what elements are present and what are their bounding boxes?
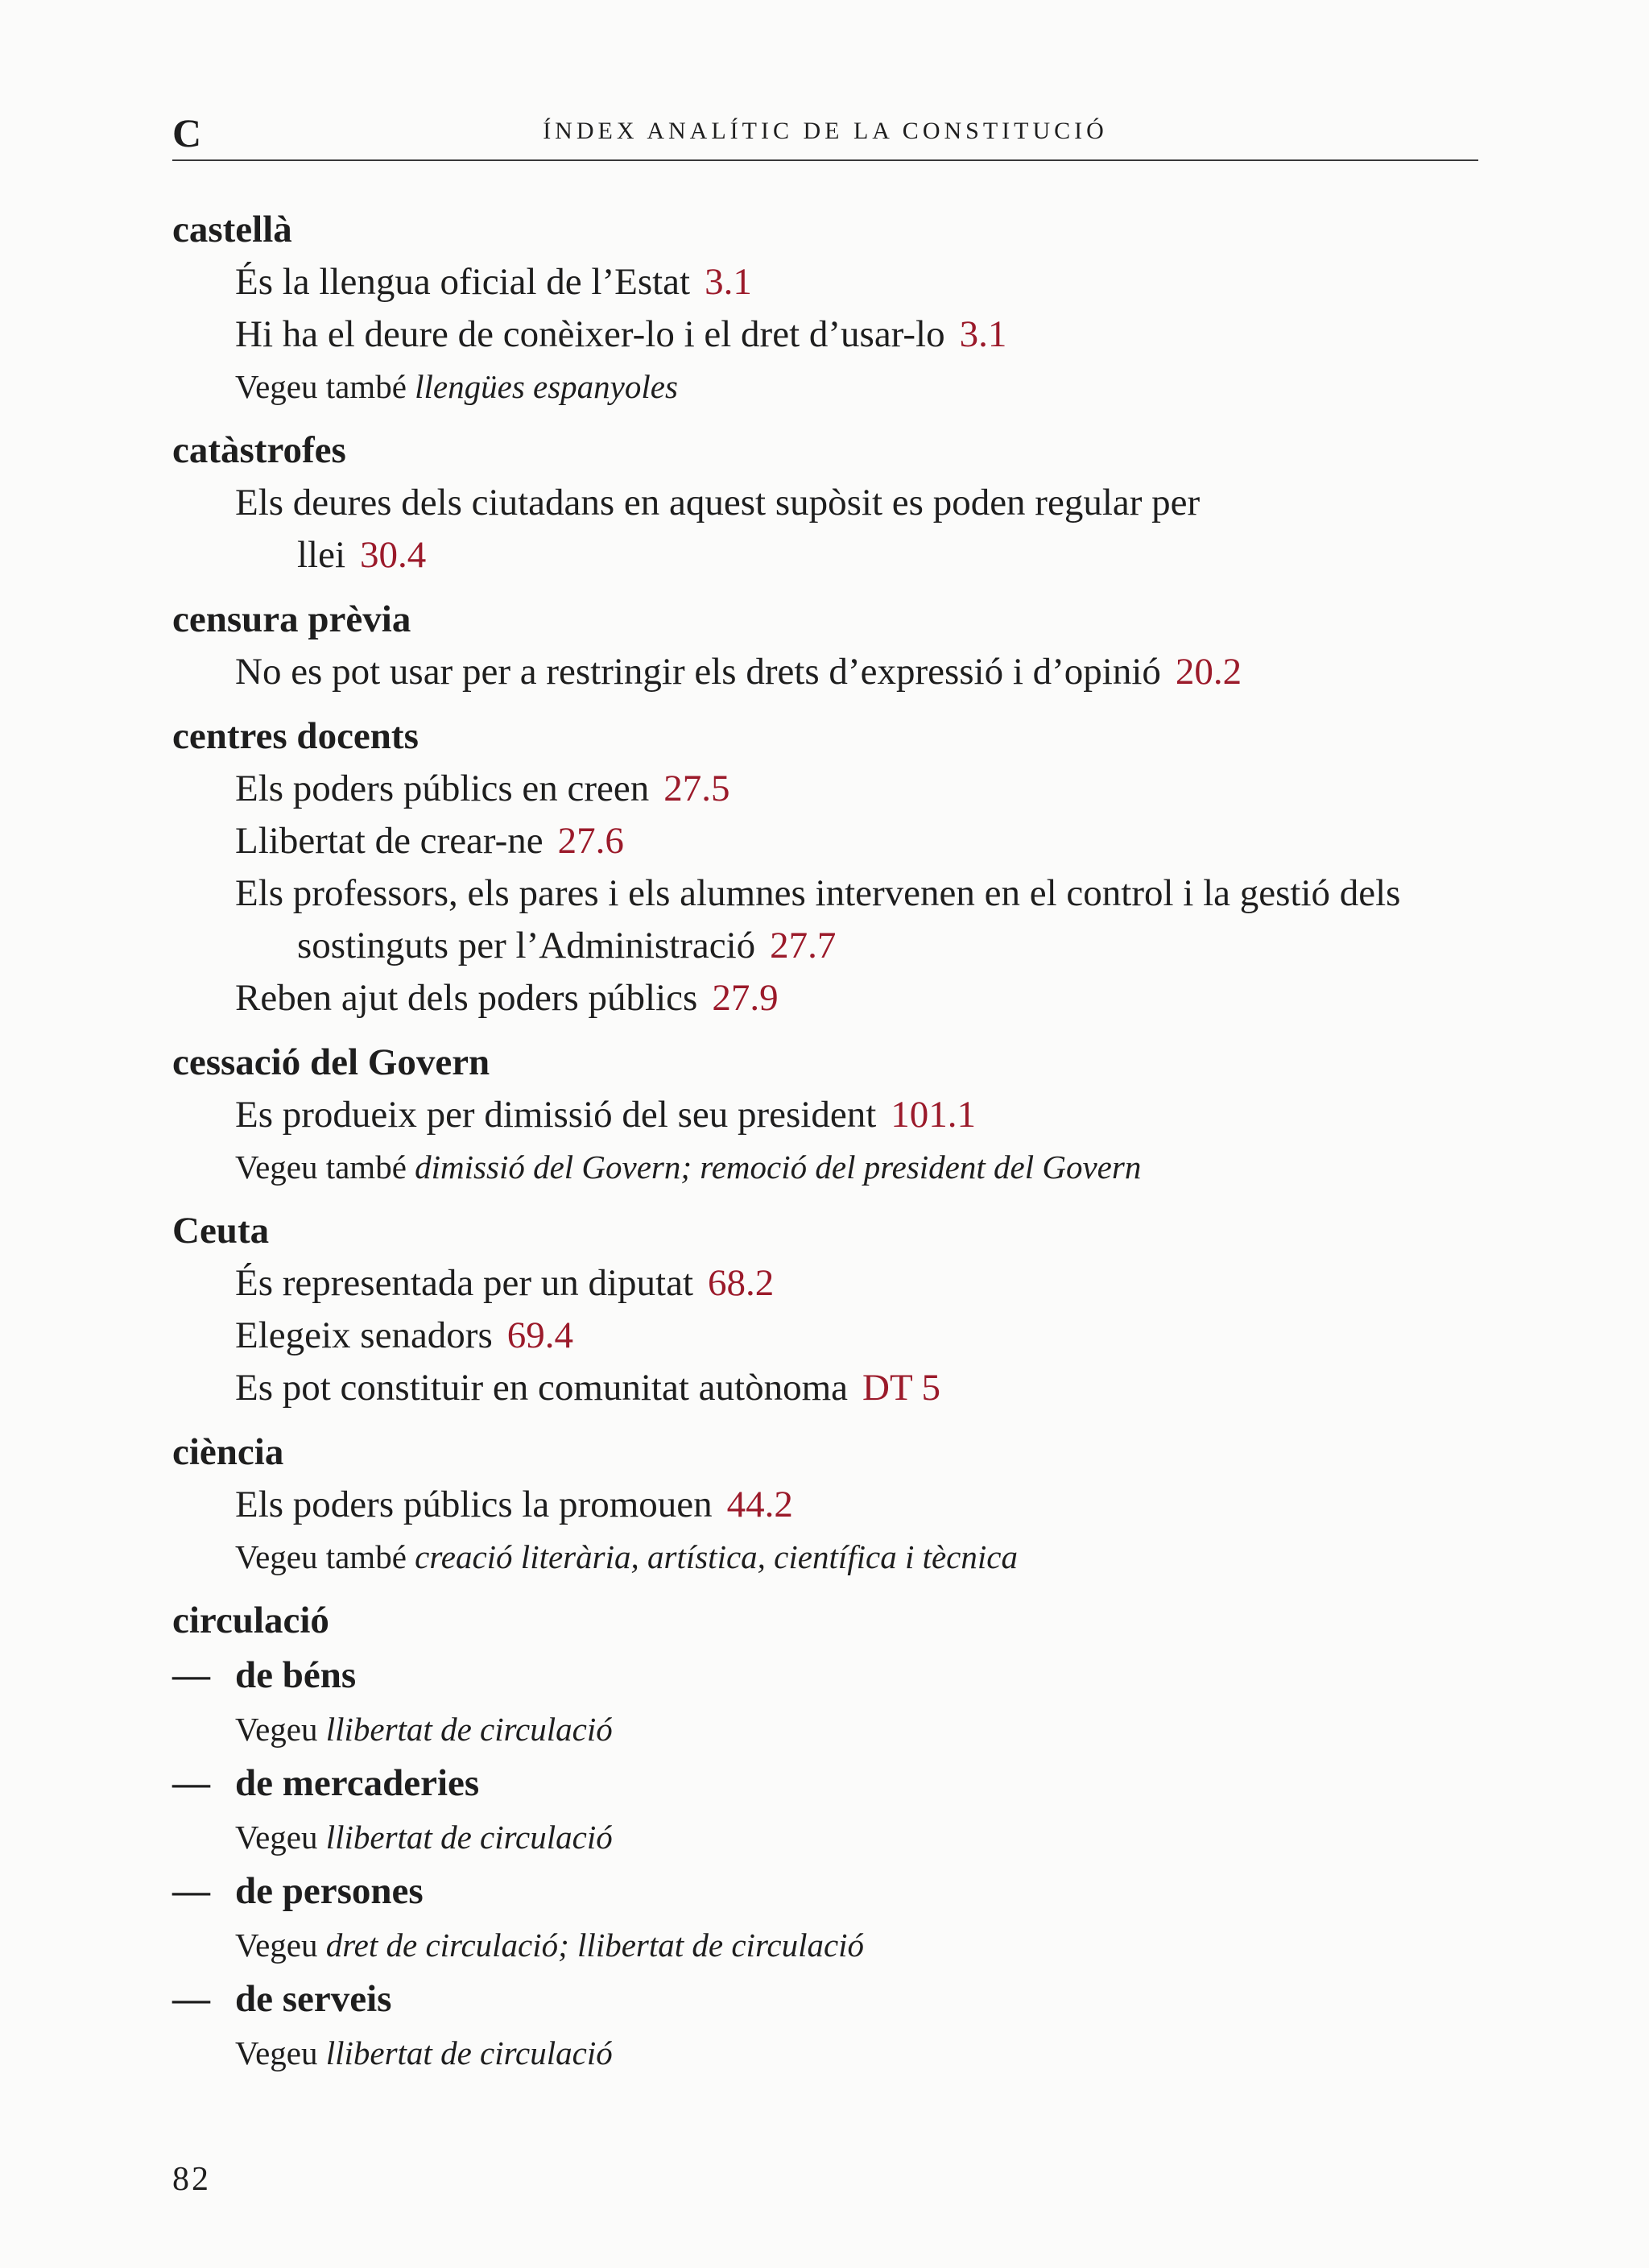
index-entry [172, 710, 1478, 1024]
sub-entry-label: de béns [235, 1654, 357, 1696]
article-reference[interactable]: 68.2 [708, 1262, 775, 1304]
see-also [172, 1141, 1478, 1193]
entry-term: Ceuta [172, 1210, 270, 1252]
see-also-target[interactable]: dimissió del Govern; remoció del president del Govern [415, 1148, 1142, 1186]
see-target[interactable]: llibertat de circulació [325, 1819, 613, 1856]
article-reference[interactable]: 27.5 [663, 768, 730, 809]
sub-entry-label: de mercaderies [235, 1762, 480, 1804]
see-target[interactable]: dret de circulació; llibertat de circulació [325, 1927, 865, 1964]
see-prefix: Vegeu [235, 1927, 318, 1964]
see-also-prefix: Vegeu també [235, 1538, 407, 1575]
see-also-target[interactable]: creació literària, artística, científica i tècnica [415, 1538, 1018, 1575]
entry-text: Els poders públics en creen [235, 768, 650, 809]
section-letter: C [172, 110, 203, 155]
entry-term: cessació del Govern [172, 1041, 490, 1083]
em-dash: — [172, 1870, 210, 1912]
em-dash: — [172, 1654, 210, 1696]
entry-line [172, 477, 1215, 581]
index-entry [172, 203, 1478, 412]
index-entry [172, 1426, 1478, 1583]
entry-text: Reben ajut dels poders públics [235, 977, 698, 1019]
index-entry [172, 1036, 1478, 1193]
entry-text: Es produeix per dimissió del seu president [235, 1094, 877, 1136]
see-target[interactable]: llibertat de circulació [325, 2034, 613, 2071]
entry-term: circulació [172, 1600, 329, 1641]
see-also-prefix: Vegeu també [235, 368, 407, 405]
see-prefix: Vegeu [235, 1819, 318, 1856]
entry-line [172, 308, 1478, 361]
entry-term: catàstrofes [172, 429, 346, 471]
see-reference [172, 2027, 1478, 2079]
entry-line [172, 1089, 1478, 1141]
page-number: 82 [172, 2161, 211, 2198]
entry-text: És la llengua oficial de l’Estat [235, 261, 691, 303]
article-reference[interactable]: 44.2 [726, 1484, 793, 1525]
see-reference [172, 1919, 1478, 1971]
analytic-index [172, 203, 1478, 2085]
entry-line [172, 867, 1505, 972]
article-reference[interactable]: DT 5 [862, 1367, 941, 1409]
sub-entry-label: de serveis [235, 1978, 392, 2020]
entry-line [172, 972, 1478, 1024]
entry-line [172, 1310, 1478, 1362]
index-entry [172, 1204, 1478, 1414]
em-dash: — [172, 1978, 210, 2020]
entry-text: És representada per un diputat [235, 1262, 694, 1304]
entry-text: No es pot usar per a restringir els drets d’expressió i d’opinió [235, 651, 1161, 693]
entry-term: ciència [172, 1431, 284, 1473]
entry-line [172, 256, 1478, 308]
entry-line [172, 815, 1478, 867]
entry-line [172, 1479, 1478, 1531]
entry-term: castellà [172, 209, 292, 250]
see-prefix: Vegeu [235, 1711, 318, 1748]
see-target[interactable]: llibertat de circulació [325, 1711, 613, 1748]
article-reference[interactable]: 27.6 [557, 820, 624, 862]
article-reference[interactable]: 27.7 [770, 925, 837, 966]
article-reference[interactable]: 30.4 [360, 534, 427, 576]
see-prefix: Vegeu [235, 2034, 318, 2071]
index-entry [172, 593, 1478, 698]
see-reference [172, 1703, 1478, 1755]
sub-entry-term [172, 1755, 1478, 1811]
entry-line [172, 1257, 1478, 1310]
article-reference[interactable]: 27.9 [712, 977, 779, 1019]
sub-entry-term [172, 1971, 1478, 2027]
see-also [172, 1531, 1478, 1583]
running-title: ÍNDEX ANALÍTIC DE LA CONSTITUCIÓ [543, 118, 1108, 144]
see-also-target[interactable]: llengües espanyoles [415, 368, 678, 405]
article-reference[interactable]: 20.2 [1175, 651, 1242, 693]
entry-line [172, 1362, 1478, 1414]
see-also-prefix: Vegeu també [235, 1148, 407, 1186]
index-entry [172, 1594, 1478, 2079]
article-reference[interactable]: 3.1 [705, 261, 752, 303]
entry-text: Llibertat de crear-ne [235, 820, 543, 862]
see-also [172, 361, 1478, 412]
article-reference[interactable]: 69.4 [506, 1314, 574, 1356]
entry-text: Hi ha el deure de conèixer-lo i el dret d’usar-lo [235, 313, 945, 355]
entry-text: Elegeix senadors [235, 1314, 493, 1356]
entry-text: Els professors, els pares i els alumnes intervenen en el control i la gestió dels sostinguts per l’Administració [235, 872, 1401, 966]
entry-text: Els poders públics la promouen [235, 1484, 713, 1525]
see-reference [172, 1811, 1478, 1863]
article-reference[interactable]: 3.1 [959, 313, 1007, 355]
sub-entry-term [172, 1863, 1478, 1919]
article-reference[interactable]: 101.1 [891, 1094, 976, 1136]
entry-line [172, 763, 1478, 815]
entry-line [172, 646, 1478, 698]
entry-term: censura prèvia [172, 598, 411, 640]
sub-entry-term [172, 1647, 1478, 1703]
em-dash: — [172, 1762, 210, 1804]
sub-entry-label: de persones [235, 1870, 424, 1912]
running-header [172, 103, 1478, 161]
entry-term: centres docents [172, 715, 419, 757]
index-entry [172, 424, 1478, 581]
entry-text: Els deures dels ciutadans en aquest supòsit es poden regular per llei [235, 482, 1201, 576]
entry-text: Es pot constituir en comunitat autònoma [235, 1367, 848, 1409]
